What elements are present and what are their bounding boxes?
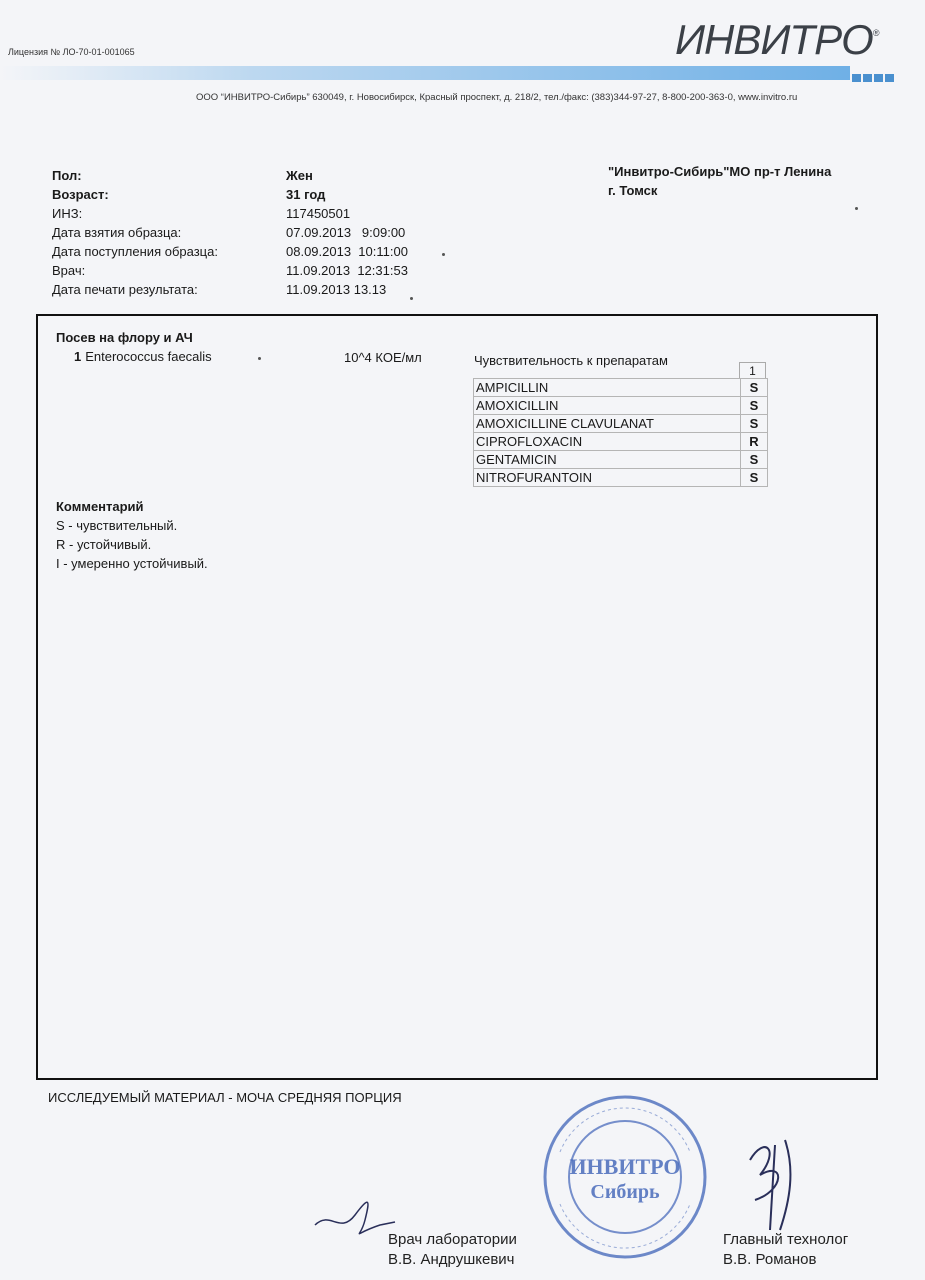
laboratory-line-1: "Инвитро-Сибирь"МО пр-т Ленина (608, 164, 832, 179)
comment-title: Комментарий (56, 499, 144, 514)
lab-doctor-name: В.В. Андрушкевич (388, 1251, 515, 1268)
invitro-logo: ИНВИТРО® (675, 16, 879, 63)
header-stripe (0, 66, 850, 80)
stamp-text-1: ИНВИТРО (569, 1154, 681, 1179)
logo-squares (852, 74, 894, 82)
drug-name: GENTAMICIN (474, 451, 741, 469)
signature-scribble-right (740, 1130, 800, 1240)
sensitivity-row (474, 433, 768, 451)
organism-name: Enterococcus faecalis (85, 349, 212, 364)
lab-doctor-role: Врач лаборатории (388, 1231, 517, 1248)
drug-name: NITROFURANTOIN (474, 469, 741, 487)
speck (855, 207, 858, 210)
organism-cfu: 10^4 КОЕ/мл (344, 350, 422, 365)
speck (410, 297, 413, 300)
sensitivity-title: Чувствительность к препаратам (474, 353, 668, 368)
patient-info-label: Дата поступления образца: (52, 244, 218, 259)
chief-technologist-role: Главный технолог (723, 1231, 849, 1248)
comment-line: R - устойчивый. (56, 537, 152, 552)
patient-info-row (52, 261, 408, 280)
patient-info-row (52, 223, 408, 242)
patient-info-value: 07.09.2013 9:09:00 (286, 225, 406, 240)
stamp-text-2: Сибирь (590, 1181, 660, 1203)
patient-info-value: Жен (286, 168, 313, 183)
drug-result: R (741, 433, 768, 451)
sensitivity-row (474, 469, 768, 487)
sensitivity-column-number: 1 (739, 362, 766, 378)
comment-line: I - умеренно устойчивый. (56, 556, 208, 571)
comment-block (56, 497, 208, 573)
patient-info-label: Возраст: (52, 187, 109, 202)
patient-info-row (52, 204, 408, 223)
license-number: Лицензия № ЛО-70-01-001065 (8, 47, 135, 57)
patient-info-label: Дата взятия образца: (52, 225, 182, 240)
sensitivity-row (474, 379, 768, 397)
sensitivity-row (474, 397, 768, 415)
test-title: Посев на флору и АЧ (56, 330, 193, 345)
chief-technologist-name: В.В. Романов (723, 1251, 817, 1268)
signature-scribble-left (310, 1190, 400, 1240)
patient-info-row (52, 166, 408, 185)
patient-info-value: 11.09.2013 13.13 (286, 282, 387, 297)
patient-info-label: Дата печати результата: (52, 282, 198, 297)
patient-info-value: 31 год (286, 187, 326, 202)
company-address: ООО “ИНВИТРО-Сибирь” 630049, г. Новосибирск, Красный проспект, д. 218/2, тел./факс: (383)344-97-27, 8-800-200-363-0, www.invitro.ru (196, 92, 798, 103)
chief-technologist-signature (723, 1230, 848, 1270)
drug-name: CIPROFLOXACIN (474, 433, 741, 451)
patient-info-label: Пол: (52, 168, 82, 183)
patient-info-label: Врач: (52, 263, 86, 278)
comment-line: S - чувствительный. (56, 518, 178, 533)
drug-name: AMOXICILLINE CLAVULANAT (474, 415, 741, 433)
patient-info-value: 117450501 (286, 206, 351, 221)
patient-info-value: 08.09.2013 10:11:00 (286, 244, 408, 259)
laboratory-line-2: г. Томск (608, 183, 658, 198)
sensitivity-row (474, 415, 768, 433)
patient-info-row (52, 185, 408, 204)
company-stamp (540, 1092, 710, 1262)
sample-material: ИССЛЕДУЕМЫЙ МАТЕРИАЛ - МОЧА СРЕДНЯЯ ПОРЦИЯ (48, 1090, 402, 1105)
drug-result: S (741, 397, 768, 415)
patient-info-row (52, 242, 408, 261)
drug-name: AMPICILLIN (474, 379, 741, 397)
laboratory-address (608, 162, 831, 200)
sensitivity-table (473, 378, 768, 487)
lab-doctor-signature (388, 1230, 517, 1270)
patient-info-label: ИНЗ: (52, 206, 83, 221)
sensitivity-row (474, 451, 768, 469)
drug-result: S (741, 379, 768, 397)
drug-result: S (741, 469, 768, 487)
patient-info (52, 166, 408, 299)
drug-result: S (741, 451, 768, 469)
patient-info-value: 11.09.2013 12:31:53 (286, 263, 408, 278)
speck (442, 253, 445, 256)
organism (74, 349, 212, 364)
patient-info-row (52, 280, 408, 299)
drug-name: AMOXICILLIN (474, 397, 741, 415)
organism-number: 1 (74, 349, 82, 364)
drug-result: S (741, 415, 768, 433)
